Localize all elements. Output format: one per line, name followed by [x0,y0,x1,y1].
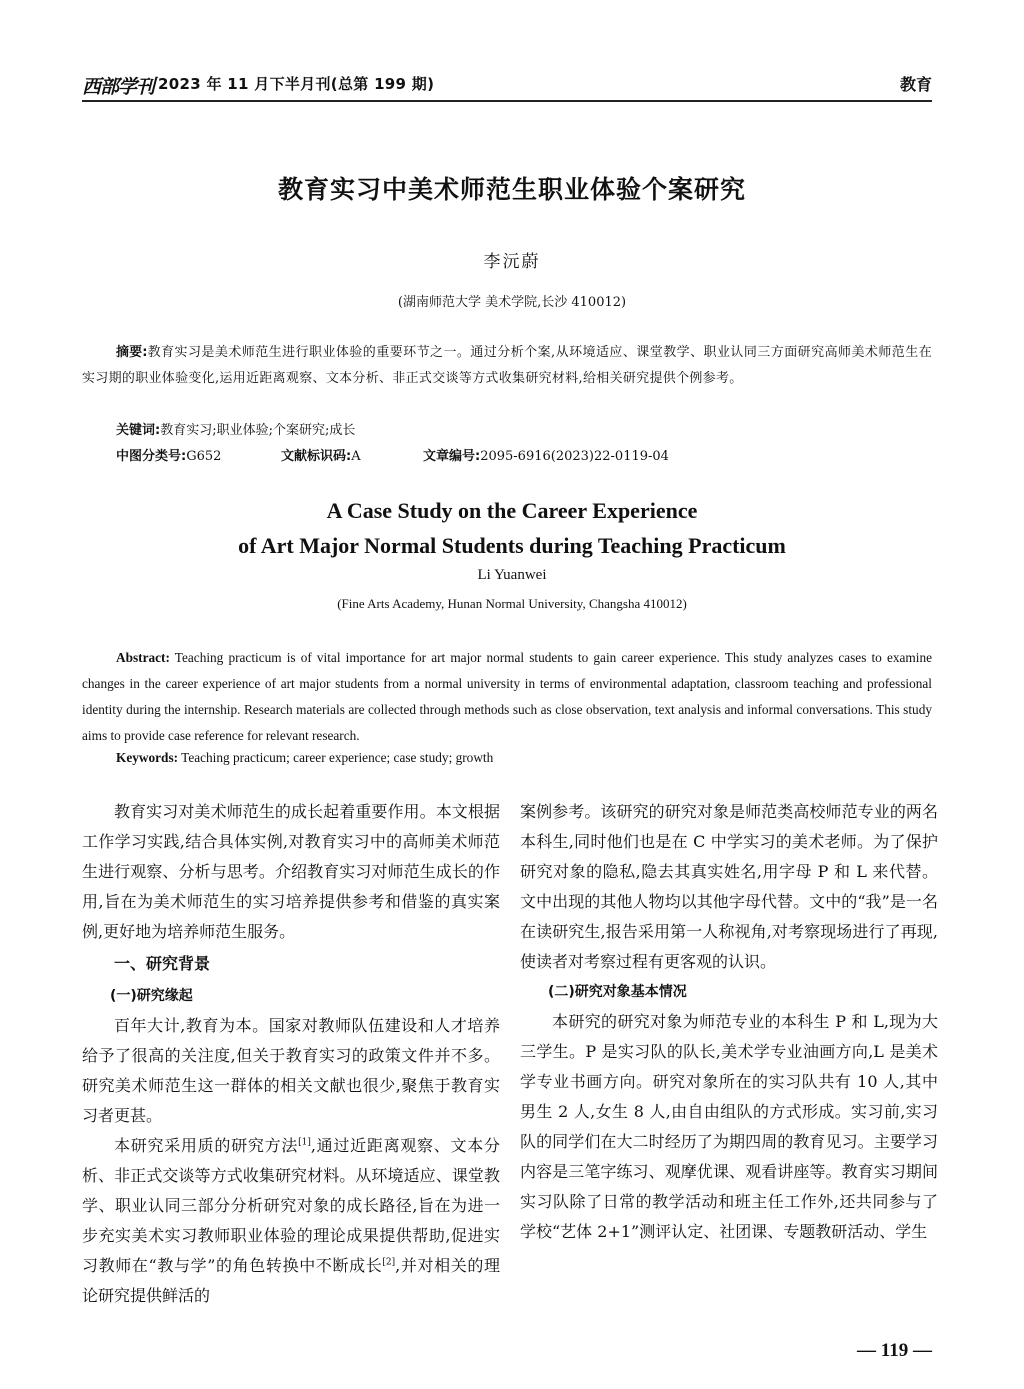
abstract-cn [82,340,932,392]
citation-2: [2] [382,1257,396,1268]
doc-code-label: 文献标识码: [281,449,352,464]
affiliation-cn: (湖南师范大学 美术学院,长沙 410012) [397,295,627,310]
continued-paragraph: 案例参考。该研究的研究对象是师范类高校师范专业的两名本科生,同时他们也是在 C 中学实习的美术老师。为了保护研究对象的隐私,隐去其真实姓名,用字母 P 和 L 来代替。文中出现的其他人物均以其他字母代替。文中的“我”是一名在读研究生,报告采用第一人称视角,对考察现场进行了再现,使读者对考察过程有更客观的认识。 [520,802,938,971]
abstract-cn-text: 教育实习是美术师范生进行职业体验的重要环节之一。通过分析个案,从环境适应、课堂教学、职业认同三方面研究高师美术师范生在实习期的职业体验变化,运用近距离观察、文本分析、非正式交谈等方式收集研究材料,给相关研究提供个例参考。 [82,345,932,386]
article-title-en-line1: A Case Study on the Career Experience [326,498,698,523]
subjects-paragraph: 本研究的研究对象为师范专业的本科生 P 和 L,现为大三学生。P 是实习队的队长,美术学专业油画方向,L 是美术学专业书画方向。研究对象所在的实习队共有 10 人,其中男生 2 人,女生 8 人,由自由组队的方式形成。实习前,实习队的同学们在大二时经历了为期四周的教育见习。主要学习内容是三笔字练习、观摩优课、观看讲座等。教育实习期间实习队除了日常的教学活动和班主任工作外,还共同参与了学校“艺体 2+1”测评认定、社团课、专题教研活动、学生 [520,1012,938,1241]
journal-logo: 西部学刊 [82,76,155,98]
keywords-cn [116,418,355,444]
subheading-origin: (一)研究缘起 [110,988,193,1004]
clc-value: G652 [186,449,222,464]
journal-issue: 2023 年 11 月下半月刊(总第 199 期) [158,75,435,93]
section-label: 教育 [899,75,932,94]
keywords-cn-text: 教育实习;职业体验;个案研究;成长 [160,423,356,438]
classification-row [116,444,936,470]
citation-1: [1] [298,1137,311,1148]
keywords-en-text: Teaching practicum; career experience; case study; growth [178,750,494,765]
section-heading-background: 一、研究背景 [114,954,211,973]
body-column-left [82,797,500,1311]
keywords-cn-label: 关键词: [116,423,161,438]
header-rule [82,100,932,102]
intro-paragraph: 教育实习对美术师范生的成长起着重要作用。本文根据工作学习实践,结合具体实例,对教育实习中的高师美术师范生进行观察、分析与思考。介绍教育实习对师范生成长的作用,旨在为美术师范生的实习培养提供参考和借鉴的真实案例,更好地为培养师范生服务。 [82,802,500,941]
author-cn: 李沅蔚 [483,252,541,272]
abstract-cn-label: 摘要: [116,345,148,360]
abstract-en-text: Teaching practicum is of vital importance for art major normal students to gain career experience. This study analyzes cases to examine changes in the career experience of art major students from a normal university in terms of environmental adaptation, classroom teaching and professional identity during the internship. Research materials are collected through methods such as close observation, text analysis and informal conversations. This study aims to provide case reference for relevant research. [82,650,932,743]
body-column-right [520,797,938,1247]
article-number-value: 2095-6916(2023)22-0119-04 [480,449,669,464]
origin-paragraph-1: 百年大计,教育为本。国家对教师队伍建设和人才培养给予了很高的关注度,但关于教育实习的政策文件并不多。研究美术师范生这一群体的相关文献也很少,聚焦于教育实习者更甚。 [82,1016,500,1125]
origin-paragraph-2: 本研究采用质的研究方法[1],通过近距离观察、文本分析、非正式交谈等方式收集研究材料。从环境适应、课堂教学、职业认同三部分分析研究对象的成长路径,旨在为进一步充实美术实习教师职业体验的理论成果提供帮助,促进实习教师在“教与学”的角色转换中不断成长[2],并对相关的理论研究提供鲜活的 [82,1136,500,1305]
subheading-subjects: (二)研究对象基本情况 [548,984,687,1000]
abstract-en-label: Abstract: [116,650,170,665]
page-number: — 119 — [857,1340,932,1361]
doc-code-value: A [351,449,361,464]
article-title-en-line2: of Art Major Normal Students during Teaching Practicum [238,533,786,558]
keywords-en [116,745,493,771]
author-en: Li Yuanwei [477,567,547,583]
abstract-en [82,645,932,749]
running-header [82,70,932,100]
affiliation-en: (Fine Arts Academy, Hunan Normal University, Changsha 410012) [337,596,687,611]
article-number-label: 文章编号: [423,449,481,464]
article-title-cn: 教育实习中美术师范生职业体验个案研究 [277,175,746,204]
clc-label: 中图分类号: [116,449,187,464]
keywords-en-label: Keywords: [116,750,179,765]
